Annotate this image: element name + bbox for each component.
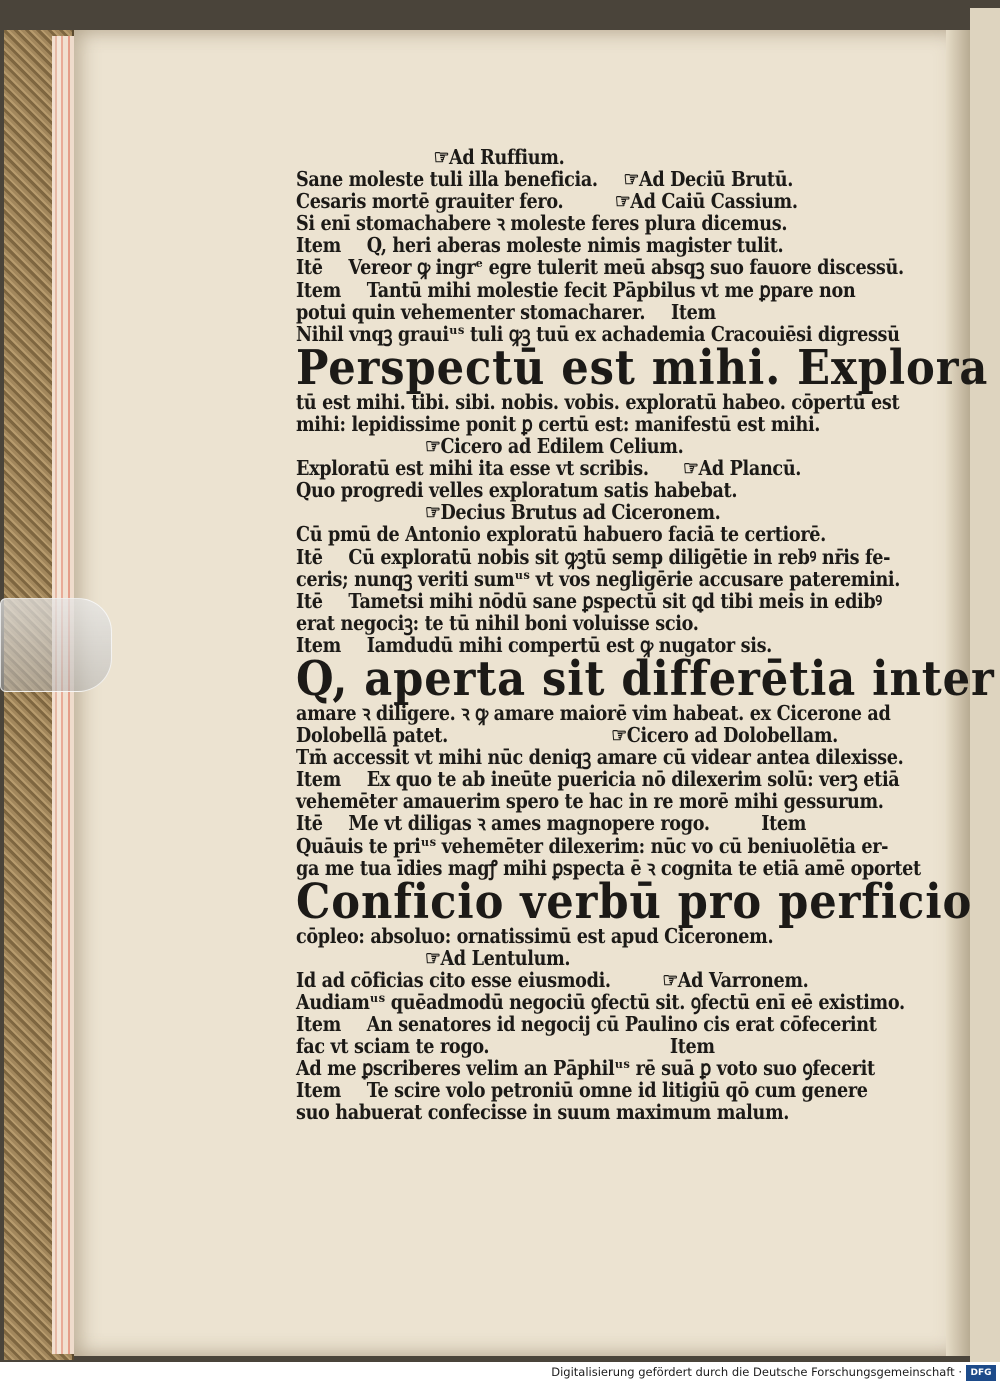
line-text: Cū pmū de Antonio exploratū habuero faciā te certiorē. bbox=[296, 522, 826, 547]
line-text: Itē bbox=[296, 544, 323, 569]
text-line bbox=[296, 925, 812, 947]
text-line bbox=[296, 745, 904, 770]
line-text: vehemēter amauerim spero te hac in re morē mihi gessurum. bbox=[296, 789, 884, 814]
text-line bbox=[296, 812, 812, 834]
line-text: Itē bbox=[296, 811, 323, 836]
heading-line bbox=[296, 339, 989, 396]
page-clip bbox=[0, 598, 112, 692]
text-line bbox=[296, 479, 812, 501]
text-line bbox=[296, 234, 812, 256]
text-line bbox=[296, 566, 901, 591]
line-text-continued: ☞Cicero ad Dolobellam. bbox=[611, 723, 838, 748]
line-text: ☞Ad Lentulum. bbox=[425, 945, 571, 970]
text-line bbox=[296, 1035, 812, 1057]
text-line bbox=[296, 146, 812, 168]
line-text-continued: Tametsi mihi nōdū sane ꝑspectū sit ꝗd tibi meis in edibꝰ bbox=[348, 588, 882, 613]
line-text: ceris; nunqꝫ veriti sumᵘˢ vt vos negligērie accusare pateremini. bbox=[296, 566, 901, 591]
line-text-continued: ☞Ad Varronem. bbox=[662, 967, 809, 992]
text-line bbox=[296, 501, 812, 523]
line-text: Item bbox=[296, 1012, 341, 1037]
text-line bbox=[296, 1056, 875, 1081]
text-line bbox=[296, 588, 882, 613]
line-text: mihi: lepidissime ponit ꝑ certū est: manifestū est mihi. bbox=[296, 411, 821, 436]
line-text: ☞Cicero ad Edilem Celium. bbox=[425, 434, 684, 459]
line-text-continued: Item bbox=[670, 299, 716, 324]
line-text-tail: Item bbox=[761, 811, 807, 836]
line-text: Perspectū est mihi. Explora bbox=[296, 339, 989, 396]
line-text: Itē bbox=[296, 588, 323, 613]
line-text: Exploratū est mihi ita esse vt scribis. bbox=[296, 456, 649, 481]
text-line bbox=[296, 1012, 877, 1037]
line-text: erat negociꝫ: te tū nihil boni voluisse scio. bbox=[296, 610, 699, 635]
line-text: Quo progredi velles exploratum satis habebat. bbox=[296, 478, 738, 503]
line-text-continued: Te scire volo petroniū omne id litigiū qō cum genere bbox=[366, 1078, 868, 1103]
text-line bbox=[296, 457, 812, 479]
line-text-continued: Vereor ꝙ ingrᵉ egre tulerit meū absqꝫ suo fauore discessū. bbox=[348, 255, 904, 280]
line-text: Dolobellā patet. bbox=[296, 723, 448, 748]
line-text: Sane moleste tuli illa beneficia. bbox=[296, 167, 598, 192]
funding-credit: Digitalisierung gefördert durch die Deutsche Forschungsgemeinschaft · bbox=[551, 1365, 962, 1379]
line-text: potui quin vehementer stomacharer. bbox=[296, 299, 646, 324]
text-line bbox=[296, 612, 812, 634]
line-text: Ad me ꝑscriberes velim an Pāphilᵘˢ rē suā ꝑ voto suo ꝯfecerit bbox=[296, 1056, 875, 1081]
line-text-continued: Ex quo te ab ineūte puericia nō dilexerim solū: verꝫ etiā bbox=[366, 767, 900, 792]
line-text: cōpleo: absoluo: ornatissimū est apud Ciceronem. bbox=[296, 923, 774, 948]
page-edges bbox=[52, 36, 76, 1354]
line-text: ☞Decius Brutus ad Ciceronem. bbox=[425, 500, 721, 525]
text-line bbox=[296, 389, 900, 414]
text-line bbox=[296, 990, 905, 1014]
line-text: ga me tua īdies magꝭ mihi ꝑspecta ē ꝛ cognita te etiā amē oportet bbox=[296, 855, 921, 880]
text-line bbox=[296, 833, 889, 858]
text-line bbox=[296, 435, 812, 457]
line-text-continued: Item bbox=[669, 1034, 715, 1059]
line-text: fac vt sciam te rogo. bbox=[296, 1034, 490, 1059]
line-text: suo habuerat confecisse in suum maximum malum. bbox=[296, 1100, 790, 1125]
line-text: Itē bbox=[296, 255, 323, 280]
line-text-continued: ☞Ad Deciū Brutū. bbox=[623, 167, 793, 192]
line-text: Item bbox=[296, 233, 341, 258]
text-line bbox=[296, 767, 900, 792]
text-line bbox=[296, 1078, 868, 1103]
text-line bbox=[296, 212, 812, 234]
line-text: Item bbox=[296, 767, 341, 792]
dfg-logo: DFG bbox=[966, 1365, 996, 1381]
text-line bbox=[296, 301, 812, 323]
line-text: Tm̄ accessit vt mihi nūc deniqꝫ amare cū videar antea dilexisse. bbox=[296, 745, 904, 770]
text-line bbox=[296, 411, 821, 436]
text-line bbox=[296, 700, 891, 725]
line-text-continued: An senatores id negocij cū Paulino cis erat cōfecerint bbox=[366, 1012, 877, 1037]
line-text-continued: Iamdudū mihi compertū est ꝙ nugator sis. bbox=[366, 632, 772, 657]
text-line bbox=[296, 947, 812, 969]
text-block bbox=[296, 145, 995, 1125]
line-text: Conficio verbū pro perficio bbox=[296, 873, 973, 930]
text-line bbox=[296, 969, 812, 991]
line-text-continued: Q, heri aberas moleste nimis magister tulit. bbox=[366, 233, 784, 258]
line-text: Q, aperta sit differētia inter bbox=[296, 650, 995, 707]
line-text: Cesaris mortē grauiter fero. bbox=[296, 189, 564, 214]
line-text: Item bbox=[296, 632, 341, 657]
heading-line bbox=[296, 650, 995, 707]
text-line bbox=[296, 277, 856, 302]
line-text: Audiamᵘˢ quēadmodū negociū ꝯfectū sit. ꝯfectū enī eē existimo. bbox=[296, 990, 905, 1014]
footer-bar bbox=[0, 1362, 1000, 1384]
text-line bbox=[296, 168, 812, 190]
line-text: Quāuis te priᵘˢ vehemēter dilexerim: nūc vo cū beniuolētia er- bbox=[296, 833, 889, 858]
line-text: tū est mihi. tibi. sibi. nobis. vobis. exploratū habeo. cōpertū est bbox=[296, 389, 900, 414]
line-text: Item bbox=[296, 277, 341, 302]
line-text: Si enī stomachabere ꝛ moleste feres plura dicemus. bbox=[296, 211, 788, 236]
line-text-continued: ☞Ad Caiū Cassium. bbox=[614, 189, 798, 214]
text-line bbox=[296, 789, 884, 814]
line-text: Nihil vnqꝫ grauiᵘˢ tuli ꝙꝫ tuū ex achademia Cracouiēsi digressū bbox=[296, 321, 900, 346]
line-text-continued: Me vt diligas ꝛ ames magnopere rogo. bbox=[348, 811, 710, 836]
line-text: Id ad cōficias cito esse eiusmodi. bbox=[296, 967, 611, 992]
line-text-continued: Cū exploratū nobis sit ꝙꝫtū semp diligētie in rebꝰ nr̄is fe- bbox=[348, 544, 891, 569]
line-text-continued: Tantū mihi molestie fecit Pāpbilus vt me ꝑpare non bbox=[366, 277, 856, 302]
text-line bbox=[296, 522, 826, 547]
line-text: amare ꝛ diligere. ꝛ ꝙ amare maiorē vim habeat. ex Cicerone ad bbox=[296, 700, 891, 725]
text-line bbox=[296, 544, 891, 569]
heading-line bbox=[296, 873, 973, 930]
line-text: ☞Ad Ruffium. bbox=[433, 145, 565, 169]
text-line bbox=[296, 723, 838, 748]
text-line bbox=[296, 190, 812, 212]
line-text: Item bbox=[296, 1078, 341, 1103]
line-text-continued: ☞Ad Plancū. bbox=[683, 456, 802, 481]
text-line bbox=[296, 255, 904, 280]
text-line bbox=[296, 1101, 812, 1123]
